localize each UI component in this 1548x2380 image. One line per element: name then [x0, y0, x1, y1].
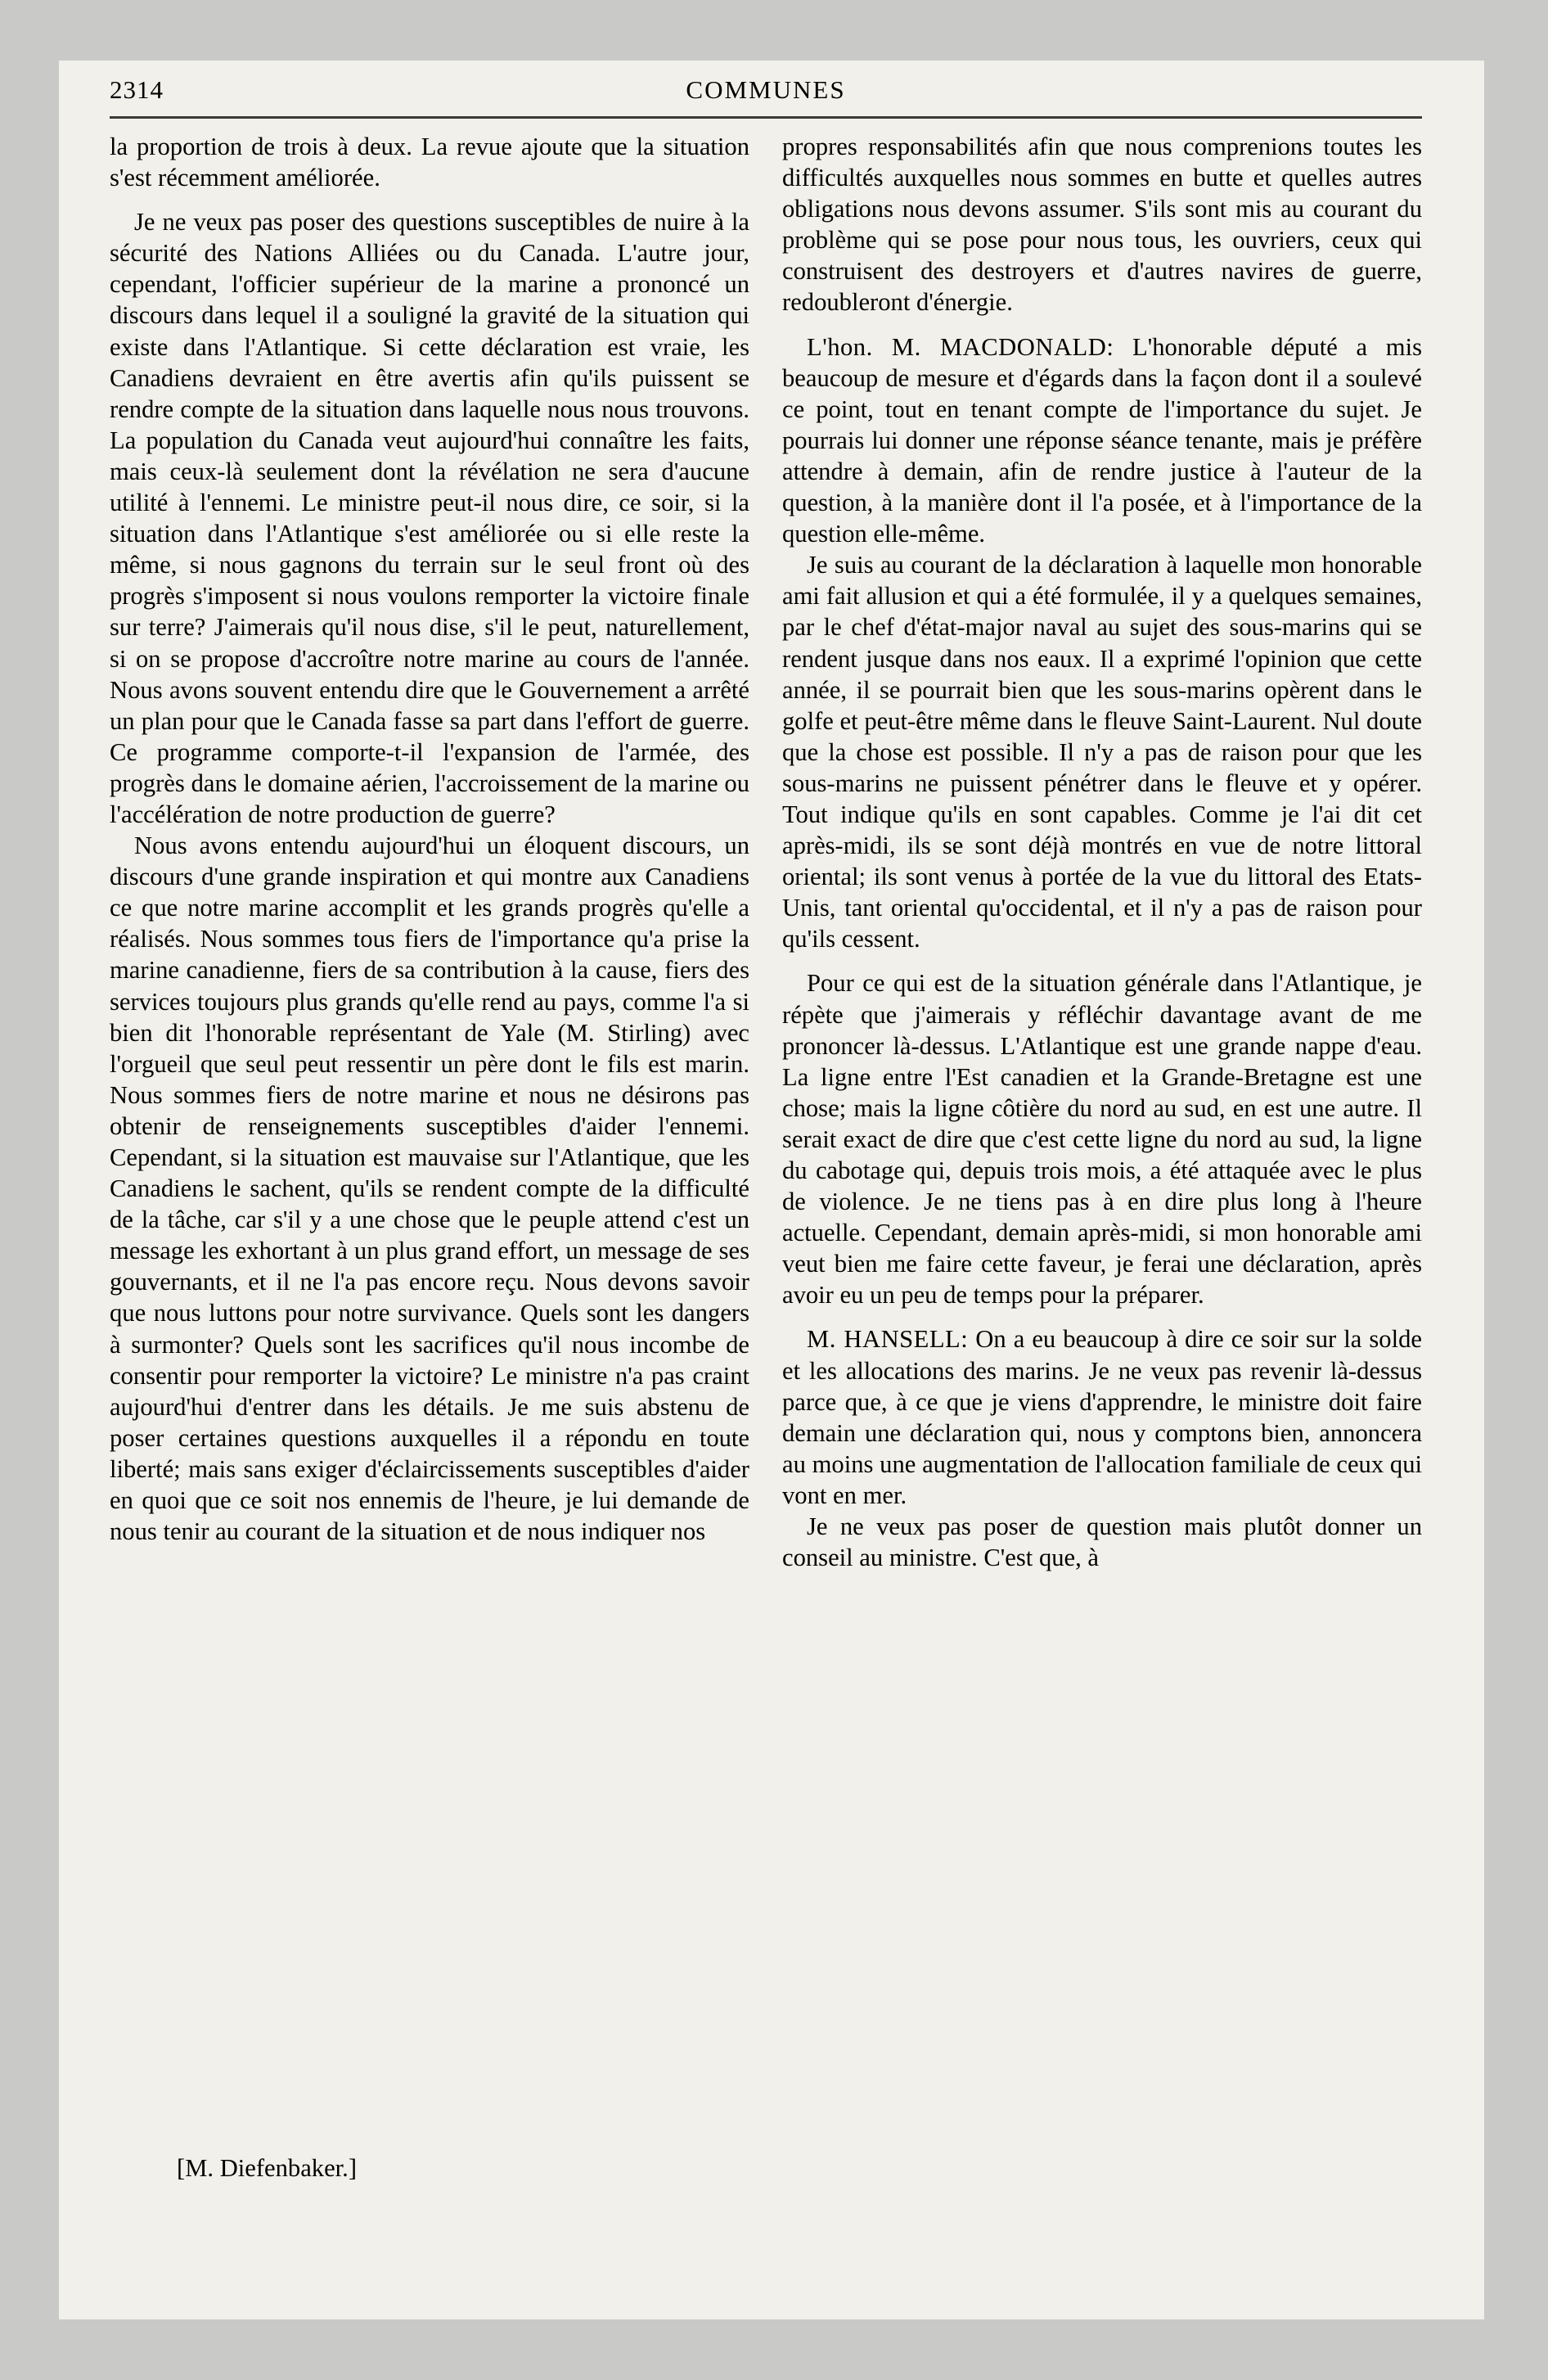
- left-paragraph-3: Nous avons entendu aujourd'hui un éloquent discours, un discours d'une grande inspiration et qui montre aux Canadiens ce que notre marine accomplit et les grands progrès qu'elle a réalisés. Nous sommes tous fiers de l'importance qu'a prise la marine canadienne, fiers de sa contribution à la cause, fiers des services toujours plus grands qu'elle rend au pays, comme l'a si bien dit l'honorable représentant de Yale (M. Stirling) avec l'orgueil que seul peut ressentir un père dont le fils est marin. Nous sommes fiers de notre marine et nous ne désirons pas obtenir de renseignements susceptibles d'aider l'ennemi. Cependant, si la situation est mauvaise sur l'Atlantique, que les Canadiens le sachent, qu'ils se rendent compte de la difficulté de la tâche, car s'il y a une chose que le peuple attend c'est un message les exhortant à un plus grand effort, un message de ses gouvernants, et il ne l'a pas encore reçu. Nous devons savoir que nous luttons pour notre survivance. Quels sont les dangers à surmonter? Quels sont les sacrifices qu'il nous incombe de consentir pour remporter la victoire? Le ministre n'a pas craint aujourd'hui d'entrer dans les détails. Je me suis abstenu de poser certaines questions auxquelles il a répondu en toute liberté; mais sans exiger d'éclaircissements susceptibles d'aider en quoi que ce soit nos ennemis de l'heure, je lui demande de nous tenir au courant de la situation et de nous indiquer nos: [110, 832, 749, 1546]
- right-column: [782, 131, 1422, 1573]
- page-header: [110, 75, 1422, 116]
- running-head: COMMUNES: [686, 75, 846, 104]
- right-paragraph-5: [782, 1323, 1422, 1511]
- speaker-name-hansell: M. HANSELL:: [807, 1325, 969, 1354]
- speech-macdonald: L'honorable député a mis beaucoup de mesure et d'égards dans la façon dont il a soulevé ce point, tout en tenant compte de l'importance du sujet. Je pourrais lui donner une réponse séance tenante, mais je préfère attendre à demain, afin de rendre justice à l'auteur de la question, à la manière dont il l'a posée, et à l'importance de la question elle-même.: [782, 332, 1422, 548]
- right-paragraph-3: Je suis au courant de la déclaration à laquelle mon honorable ami fait allusion et qui a été formulée, il y a quelques semaines, par le chef d'état-major naval au sujet des sous-marins qui se rendent jusque dans nos eaux. Il a exprimé l'opinion que cette année, il se pourrait bien que les sous-marins opèrent dans le golfe et peut-être même dans le fleuve Saint-Laurent. Nul doute que la chose est possible. Il n'y a pas de raison pour que les sous-marins ne puissent pénétrer dans le fleuve et y opérer. Tout indique qu'ils en sont capables. Comme je l'ai dit cet après-midi, ils se sont déjà montrés en vue de notre littoral oriental; ils sont venus à portée de la vue du littoral des Etats-Unis, tant oriental qu'occidental, et il n'y a pas de raison pour qu'ils cessent.: [782, 551, 1422, 953]
- left-column: [110, 131, 749, 1547]
- right-paragraph-6: Je ne veux pas poser de question mais plutôt donner un conseil au ministre. C'est que, à: [782, 1512, 1422, 1572]
- right-paragraph-4: Pour ce qui est de la situation générale dans l'Atlantique, je répète que j'aimerais y réfléchir davantage avant de me prononcer là-dessus. L'Atlantique est une grande nappe d'eau. La ligne entre l'Est canadien et la Grande-Bretagne est une chose; mais la ligne côtière du nord au sud, en est une autre. Il serait exact de dire que c'est cette ligne du nord au sud, la ligne du cabotage qui, depuis trois mois, a été attaquée avec le plus de violence. Je ne tiens pas à en dire plus long à l'heure actuelle. Cependant, demain après-midi, si mon honorable ami veut bien me faire cette faveur, je ferai une déclaration, après avoir eu un peu de temps pour la préparer.: [782, 969, 1422, 1309]
- left-paragraph-1: la proportion de trois à deux. La revue ajoute que la situation s'est récemment améliorée.: [110, 133, 749, 192]
- speaker-name-macdonald: L'hon. M. MACDONALD:: [807, 332, 1114, 361]
- header-rule: [110, 116, 1422, 119]
- right-paragraph-2: [782, 331, 1422, 550]
- page-number: 2314: [110, 75, 164, 104]
- speech-hansell: On a eu beaucoup à dire ce soir sur la solde et les allocations des marins. Je ne veux pas revenir là-dessus parce que, à ce que je viens d'apprendre, le ministre doit faire demain une déclaration qui, nous y comptons bien, annoncera au moins une augmentation de l'allocation familiale de ceux qui vont en mer.: [782, 1325, 1422, 1509]
- left-paragraph-2: Je ne veux pas poser des questions susceptibles de nuire à la sécurité des Nations Alliées ou du Canada. L'autre jour, cependant, l'officier supérieur de la marine a prononcé un discours dans lequel il a souligné la gravité de la situation qui existe dans l'Atlantique. Si cette déclaration est vraie, les Canadiens devraient en être avertis afin qu'ils puissent se rendre compte de la situation dans laquelle nous nous trouvons. La population du Canada veut aujourd'hui connaître les faits, mais ceux-là seulement dont la révélation ne sera d'aucune utilité à l'ennemi. Le ministre peut-il nous dire, ce soir, si la situation dans l'Atlantique s'est améliorée ou si elle reste la même, si nous gagnons du terrain sur le seul front où des progrès s'imposent si nous voulons remporter la victoire finale sur terre? J'aimerais qu'il nous dise, s'il le peut, naturellement, si on se propose d'accroître notre marine au cours de l'année. Nous avons souvent entendu dire que le Gouvernement a arrêté un plan pour que le Canada fasse sa part dans l'effort de guerre. Ce programme comporte-t-il l'expansion de l'armée, des progrès dans le domaine aérien, l'accroissement de la marine ou l'accélération de notre production de guerre?: [110, 208, 749, 828]
- speaker-attribution: [M. Diefenbaker.]: [177, 2154, 358, 2182]
- right-paragraph-1: propres responsabilités afin que nous comprenions toutes les difficultés auxquelles nous sommes en butte et quelles autres obligations nous devons assumer. S'ils sont mis au courant du problème qui se pose pour nous tous, les ouvriers, ceux qui construisent des destroyers et d'autres navires de guerre, redoubleront d'énergie.: [782, 133, 1422, 317]
